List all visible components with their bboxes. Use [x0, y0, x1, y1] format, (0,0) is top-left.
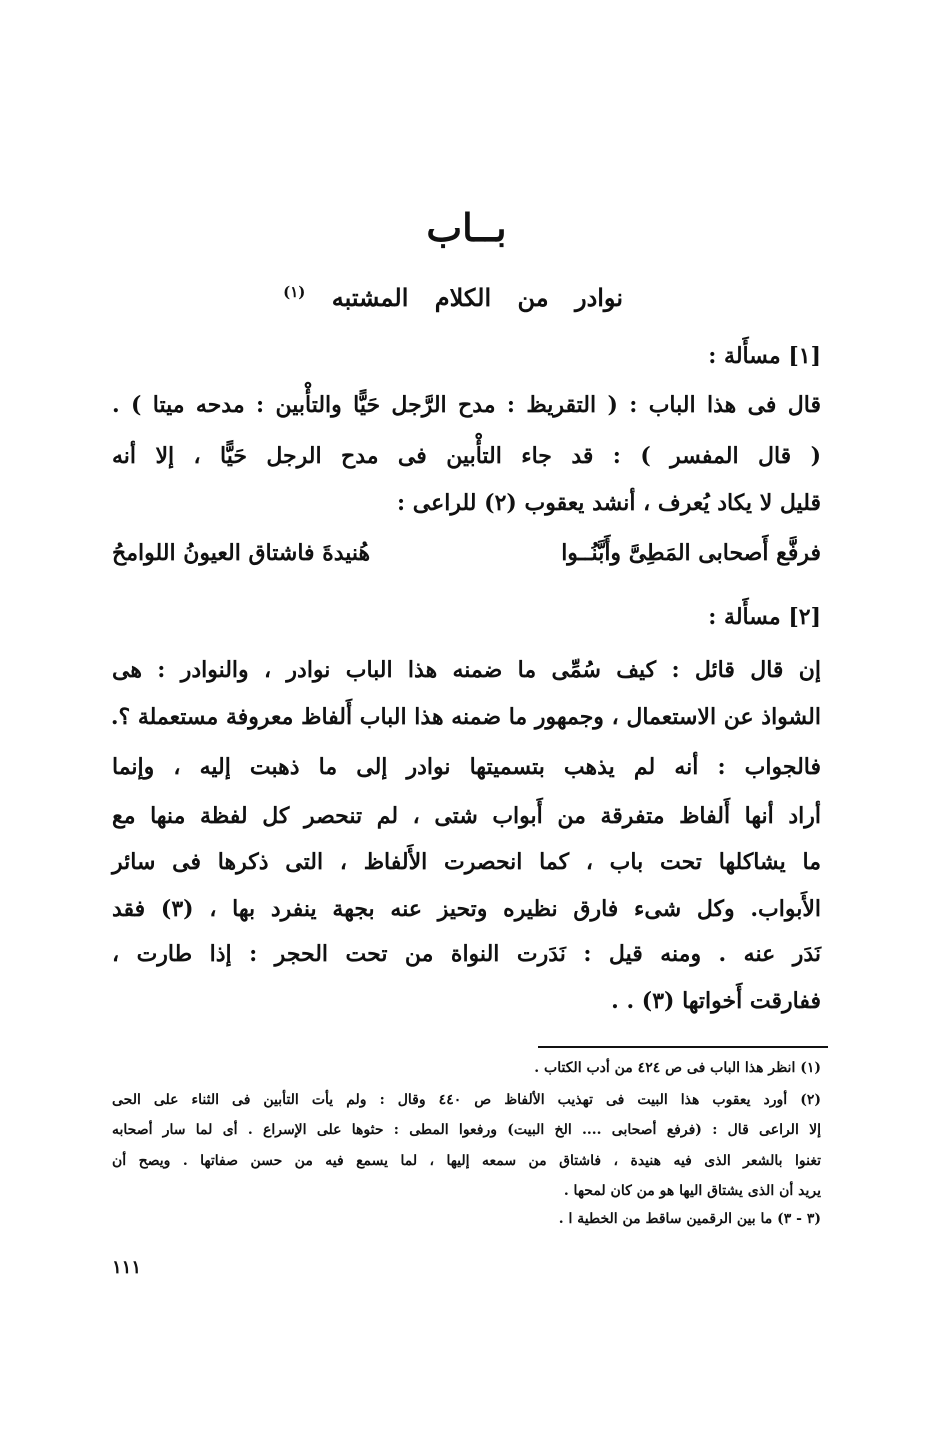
section-heading-1: [١] مسأَلة : [708, 343, 821, 369]
footnote: (١) انظر هذا الباب فى ص ٤٢٤ من أدب الكتاب . [534, 1060, 821, 1076]
chapter-subtitle-text: نوادر من الكلام المشتبه [331, 283, 623, 312]
footnote-ref: (١) [283, 283, 306, 301]
footnote: (٣ - ٣) ما بين الرقمين ساقط من الخطية ا . [558, 1211, 821, 1227]
poetry-verse [112, 540, 821, 566]
body-line: نَدَر عنه . ومنه قيل : نَدَرت النواة من تحت الحجر : إذا طارت ، [112, 941, 821, 967]
chapter-title: بــاب [426, 205, 507, 250]
footnote: إلا الراعى قال : (فرفع أصحابى .... الخ البيت) ورفعوا المطى : حثوها على الإسراع . أى لما سار أصحابه [112, 1122, 821, 1138]
verse-first-hemistich: فرفَّع أَصحابى المَطِىَّ وأَبَّنُــوا [561, 540, 821, 566]
body-line: ففارقت أَخواتها (٣) . . [611, 988, 821, 1014]
section-heading-2: [٢] مسأَلة : [708, 604, 821, 630]
verse-second-hemistich: هُنيدةَ فاشتاق العيونُ اللوامحُ [112, 540, 371, 566]
body-line: الشواذ عن الاستعمال ، وجمهور ما ضمنه هذا الباب أَلفاظ معروفة مستعملة ؟. [110, 704, 821, 730]
footnote: (٢) أورد يعقوب هذا البيت فى تهذيب الألفاظ ص ٤٤٠ وقال : ولم يأت التأبين فى الثناء على الحى [112, 1092, 821, 1108]
page-number: ١١١ [112, 1257, 142, 1278]
footnote-divider [538, 1046, 828, 1048]
body-line: ( قال المفسر ) : قد جاء التأْبين فى مدح الرجل حَيًّا ، إلا أنه [112, 443, 821, 469]
chapter-subtitle [283, 283, 623, 312]
body-line: قليل لا يكاد يُعرف ، أنشد يعقوب (٢) للراعى : [397, 490, 821, 516]
footnote: يريد أن الذى يشتاق اليها هو من كان لمحها . [563, 1183, 821, 1199]
body-line: إن قال قائل : كيف سُمِّى ما ضمنه هذا الباب نوادر ، والنوادر : هى [112, 657, 821, 683]
body-line: الأَبواب. وكل شىء فارق نظيره وتحيز عنه بجهة ينفرد بها ، (٣) فقد [112, 896, 821, 922]
footnote: تغنوا بالشعر الذى فيه هنيدة ، فاشتاق من سمعه إليها ، لما يسمع فيه من حسن صفاتها . ويصح أن [112, 1153, 821, 1169]
body-line: فالجواب : أنه لم يذهب بتسميتها نوادر إلى ما ذهبت إليه ، وإنما [112, 754, 821, 780]
body-line: ما يشاكلها تحت باب ، كما انحصرت الأَلفاظ ، التى ذكرها فى سائر [112, 849, 821, 875]
body-line: قال فى هذا الباب : ( التقريظ : مدح الرَّجل حَيًّا والتأْبين : مدحه ميتا ) . [112, 392, 821, 418]
body-line: أراد أنها أَلفاظ متفرقة من أَبواب شتى ، لم تنحصر كل لفظة منها مع [112, 803, 821, 829]
